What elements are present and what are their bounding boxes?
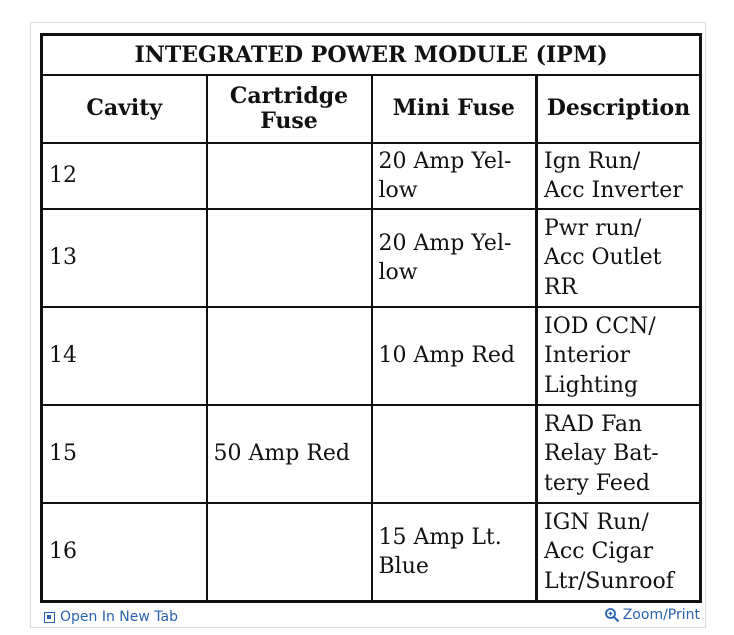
cavity-cell: 15: [42, 405, 207, 503]
cavity-cell: 12: [42, 143, 207, 209]
ipm-fuse-table: [40, 33, 702, 603]
description-cell: IOD CCN/ Interior Lighting: [537, 307, 701, 405]
description-cell: RAD Fan Relay Bat- tery Feed: [537, 405, 701, 503]
description-cell: IGN Run/ Acc Cigar Ltr/Sunroof: [537, 503, 701, 602]
mini-fuse-cell: 20 Amp Yel- low: [372, 143, 537, 209]
description-cell: Ign Run/ Acc Inverter: [537, 143, 701, 209]
open-in-new-tab-link[interactable]: [44, 609, 178, 625]
image-footer: [30, 604, 706, 630]
new-tab-icon: [44, 612, 55, 623]
cavity-cell: 16: [42, 503, 207, 602]
cartridge-cell: [207, 143, 372, 209]
zoom-print-link[interactable]: [604, 607, 700, 623]
magnifier-icon: [604, 607, 620, 623]
table-title: INTEGRATED POWER MODULE (IPM): [42, 35, 701, 76]
table-row: [42, 307, 701, 405]
cartridge-cell: [207, 307, 372, 405]
zoom-print-label: Zoom/Print: [622, 607, 700, 623]
cavity-cell: 14: [42, 307, 207, 405]
table-row: [42, 209, 701, 307]
table-row: [42, 503, 701, 602]
cartridge-cell: [207, 209, 372, 307]
mini-fuse-cell: [372, 405, 537, 503]
mini-fuse-cell: 15 Amp Lt. Blue: [372, 503, 537, 602]
cartridge-cell: 50 Amp Red: [207, 405, 372, 503]
header-mini-fuse: Mini Fuse: [372, 75, 537, 143]
header-cavity: Cavity: [42, 75, 207, 143]
mini-fuse-cell: 10 Amp Red: [372, 307, 537, 405]
cavity-cell: 13: [42, 209, 207, 307]
mini-fuse-cell: 20 Amp Yel- low: [372, 209, 537, 307]
description-cell: Pwr run/ Acc Outlet RR: [537, 209, 701, 307]
table-row: [42, 405, 701, 503]
header-cartridge-fuse: Cartridge Fuse: [207, 75, 372, 143]
header-description: Description: [537, 75, 701, 143]
table-row: [42, 143, 701, 209]
cartridge-cell: [207, 503, 372, 602]
open-in-new-tab-label: Open In New Tab: [60, 609, 178, 625]
